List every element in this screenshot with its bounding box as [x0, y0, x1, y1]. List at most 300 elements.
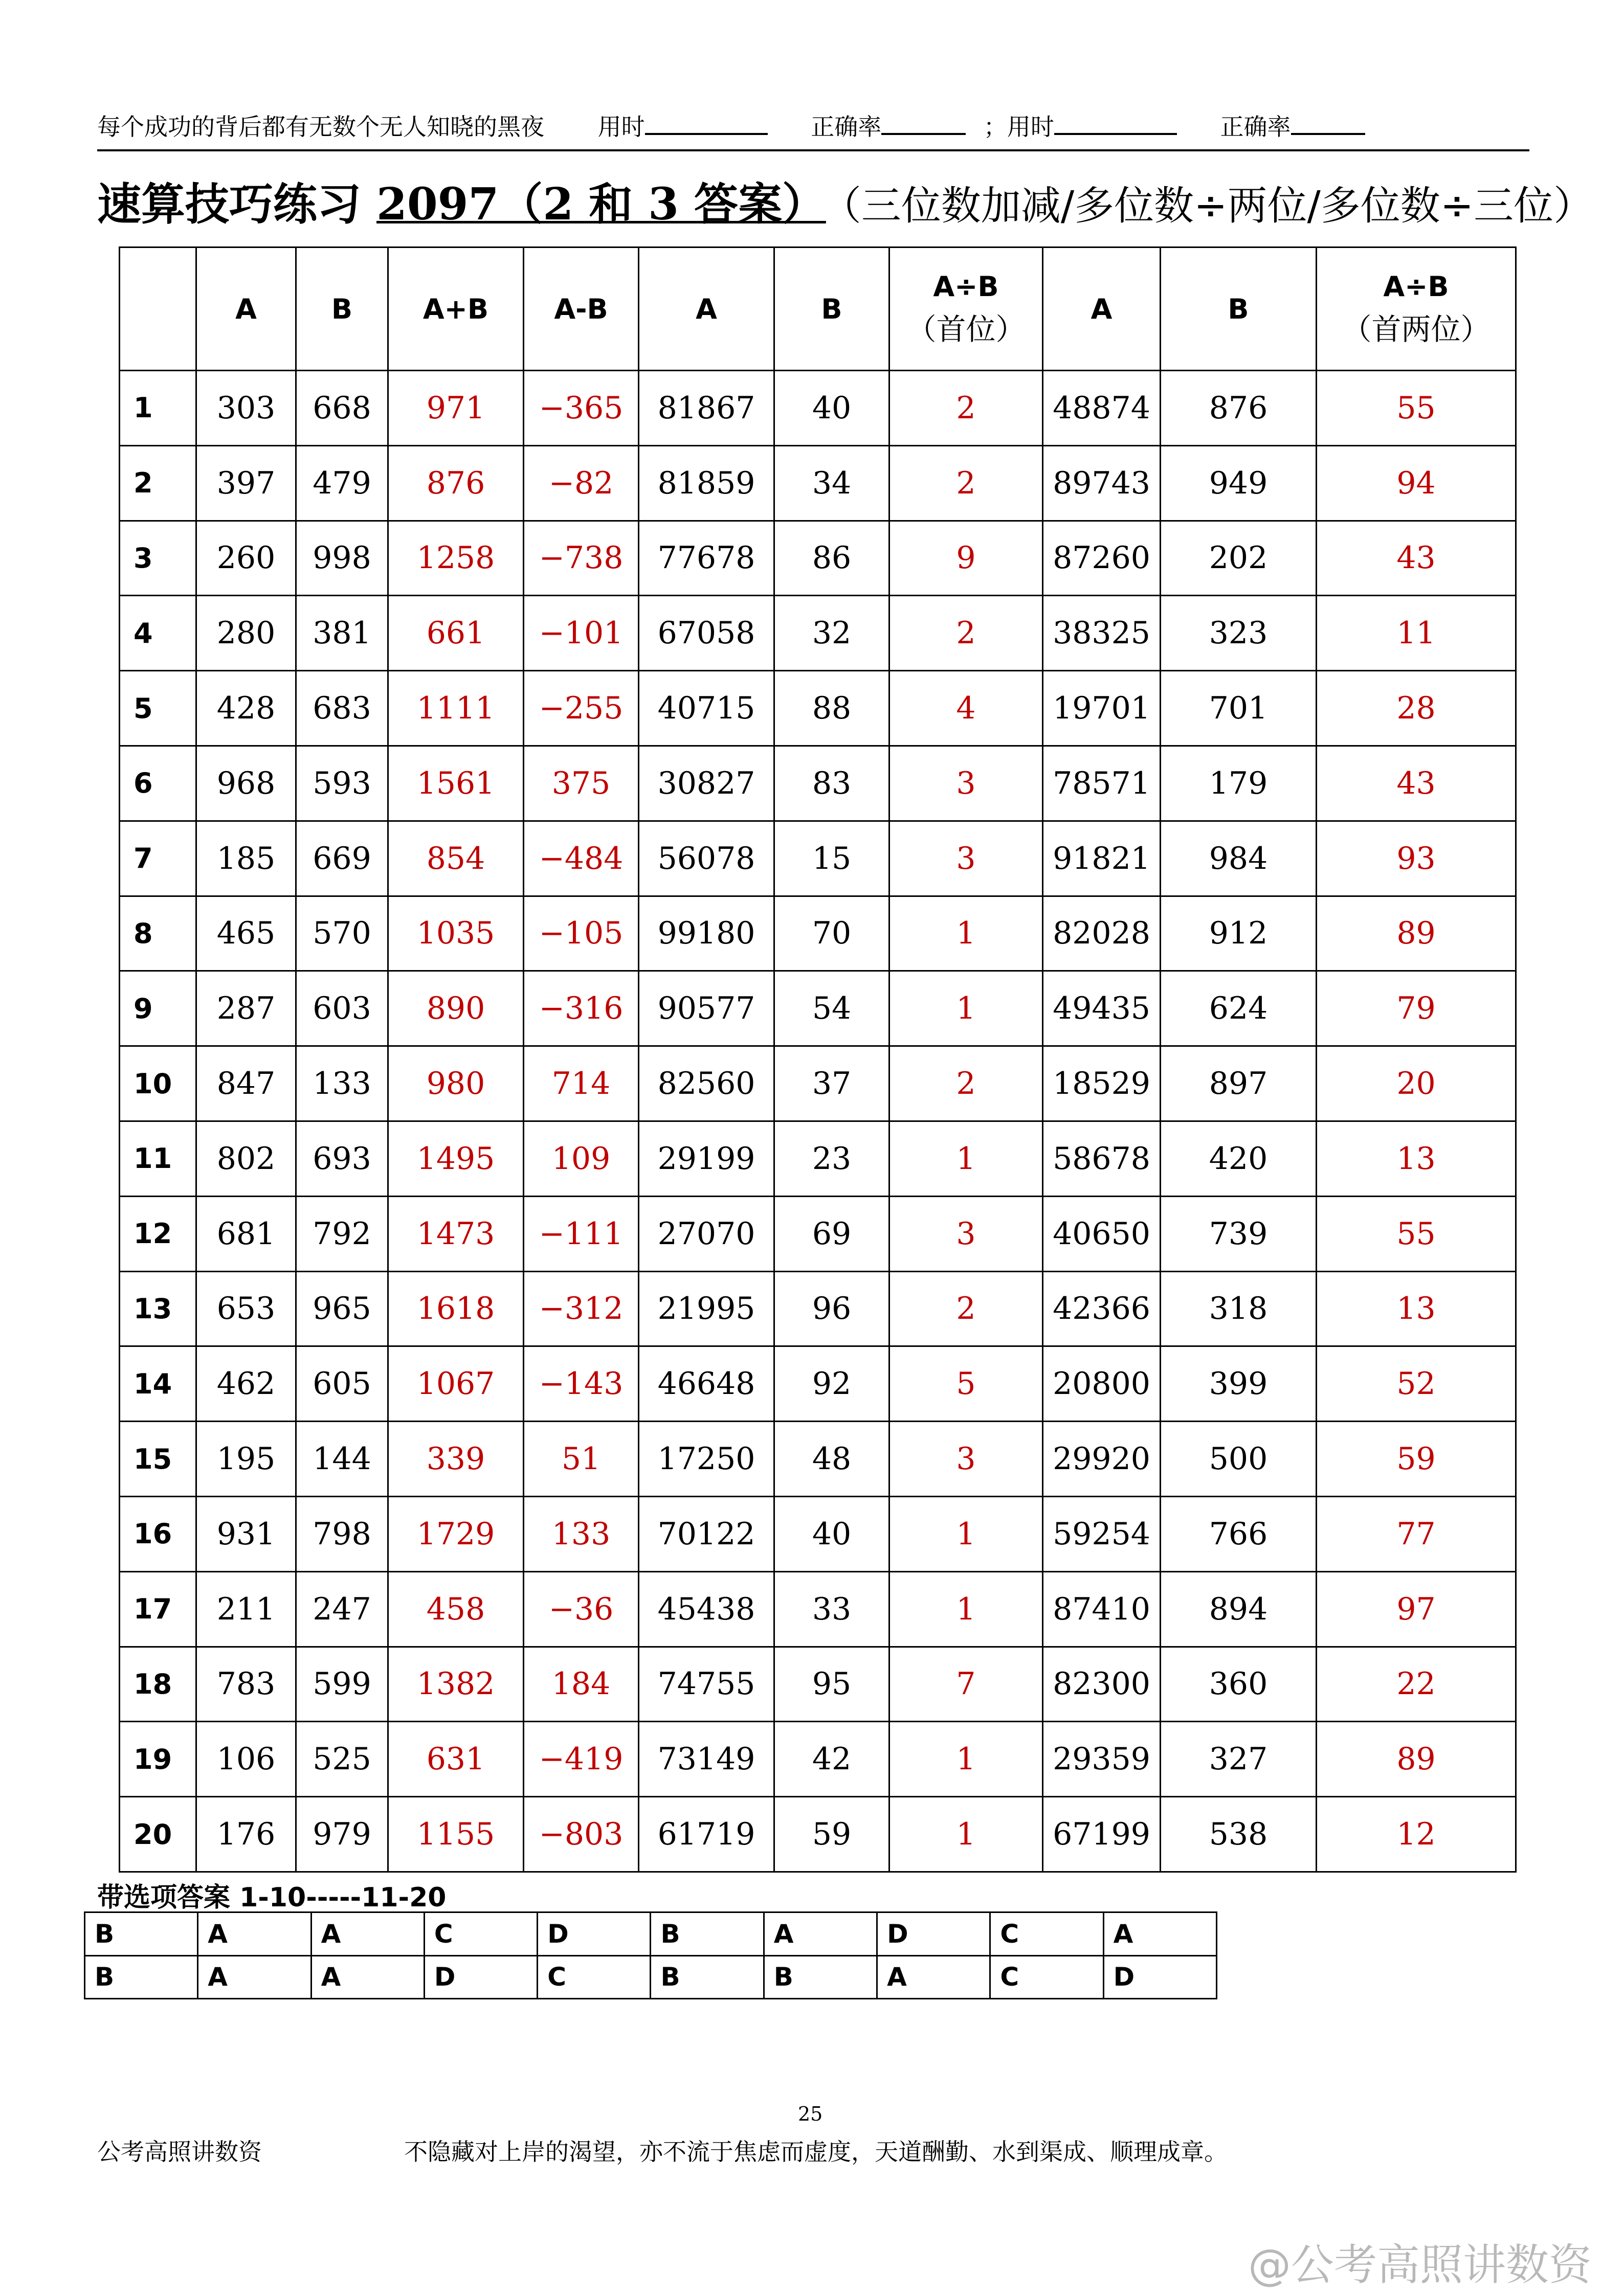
watermark: @公考高照讲数资 — [1248, 2240, 1592, 2290]
header-cell — [196, 247, 296, 371]
value-cell: 33 — [774, 1571, 889, 1647]
value-cell: 48 — [774, 1422, 889, 1497]
value-cell: 802 — [196, 1121, 296, 1196]
header-cell — [388, 247, 524, 371]
value-cell: 360 — [1161, 1647, 1317, 1722]
header-cell — [1317, 247, 1516, 371]
answer-cell: −803 — [524, 1797, 639, 1872]
row-number: 16 — [120, 1496, 196, 1571]
option-answer-cell: A — [198, 1955, 311, 1999]
answer-cell: 4 — [889, 671, 1043, 746]
answer-cell: 2 — [889, 1046, 1043, 1121]
answer-cell: 133 — [524, 1496, 639, 1571]
value-cell: 54 — [774, 971, 889, 1046]
row-number: 11 — [120, 1121, 196, 1196]
table-row — [120, 1571, 1516, 1647]
value-cell: 599 — [296, 1647, 388, 1722]
option-answer-cell: C — [538, 1955, 651, 1999]
option-answer-cell: B — [651, 1912, 764, 1956]
answer-cell: 661 — [388, 596, 524, 671]
answer-cell: 2 — [889, 445, 1043, 521]
value-cell: 82560 — [639, 1046, 774, 1121]
option-answer-cell: B — [651, 1955, 764, 1999]
answer-cell: 77 — [1317, 1496, 1516, 1571]
table-row — [120, 1271, 1516, 1346]
value-cell: 327 — [1161, 1722, 1317, 1797]
value-cell: 653 — [196, 1271, 296, 1346]
row-number: 1 — [120, 371, 196, 446]
answer-cell: 2 — [889, 371, 1043, 446]
value-cell: 21995 — [639, 1271, 774, 1346]
answer-cell: 1 — [889, 1797, 1043, 1872]
value-cell: 701 — [1161, 671, 1317, 746]
value-cell: 17250 — [639, 1422, 774, 1497]
value-cell: 479 — [296, 445, 388, 521]
value-cell: 69 — [774, 1196, 889, 1271]
value-cell: 280 — [196, 596, 296, 671]
header-sublabel: （首两位） — [1342, 312, 1490, 347]
answer-cell: −82 — [524, 445, 639, 521]
answer-cell: 1 — [889, 1496, 1043, 1571]
value-cell: 397 — [196, 445, 296, 521]
table-row — [120, 596, 1516, 671]
row-number: 10 — [120, 1046, 196, 1121]
value-cell: 81859 — [639, 445, 774, 521]
value-cell: 40 — [774, 1496, 889, 1571]
value-cell: 624 — [1161, 971, 1317, 1046]
accuracy-blank-1[interactable] — [881, 112, 966, 135]
value-cell: 87410 — [1043, 1571, 1161, 1647]
accuracy-blank-2[interactable] — [1291, 112, 1365, 135]
value-cell: 92 — [774, 1346, 889, 1422]
title-subtitle: （三位数加减/多位数÷两位/多位数÷三位） — [841, 183, 1594, 229]
answer-cell: 1382 — [388, 1647, 524, 1722]
header-label: A+B — [422, 292, 489, 325]
value-cell: 605 — [296, 1346, 388, 1422]
title-code: 2097（2 和 3 答案） — [376, 178, 826, 230]
answer-cell: 79 — [1317, 971, 1516, 1046]
value-cell: 465 — [196, 896, 296, 971]
header-line — [97, 108, 1365, 142]
table-row — [120, 671, 1516, 746]
value-cell: 968 — [196, 746, 296, 821]
value-cell: 29199 — [639, 1121, 774, 1196]
value-cell: 428 — [196, 671, 296, 746]
time-label-2: 用时 — [1007, 113, 1054, 141]
value-cell: 525 — [296, 1722, 388, 1797]
value-cell: 669 — [296, 821, 388, 896]
table-row — [120, 1196, 1516, 1271]
value-cell: 42 — [774, 1722, 889, 1797]
table-row — [120, 1496, 1516, 1571]
value-cell: 48874 — [1043, 371, 1161, 446]
time-blank-1[interactable] — [645, 112, 768, 135]
options-row — [85, 1955, 1217, 1999]
answer-cell: 94 — [1317, 445, 1516, 521]
answer-cell: 89 — [1317, 1722, 1516, 1797]
value-cell: 303 — [196, 371, 296, 446]
row-number: 4 — [120, 596, 196, 671]
value-cell: 570 — [296, 896, 388, 971]
option-answer-cell: C — [990, 1912, 1103, 1956]
option-answer-cell: B — [85, 1912, 198, 1956]
option-answer-cell: A — [198, 1912, 311, 1956]
answer-cell: 1618 — [388, 1271, 524, 1346]
row-number: 17 — [120, 1571, 196, 1647]
value-cell: 847 — [196, 1046, 296, 1121]
header-cell — [1161, 247, 1317, 371]
answer-cell: 20 — [1317, 1046, 1516, 1121]
header-separator: ； — [983, 113, 1007, 141]
value-cell: 87260 — [1043, 521, 1161, 596]
answer-cell: 11 — [1317, 596, 1516, 671]
answer-cell: −101 — [524, 596, 639, 671]
value-cell: 798 — [296, 1496, 388, 1571]
table-row — [120, 371, 1516, 446]
value-cell: 30827 — [639, 746, 774, 821]
value-cell: 15 — [774, 821, 889, 896]
answer-cell: 51 — [524, 1422, 639, 1497]
value-cell: 29920 — [1043, 1422, 1161, 1497]
value-cell: 318 — [1161, 1271, 1317, 1346]
header-label: A-B — [554, 292, 608, 325]
answer-cell: 9 — [889, 521, 1043, 596]
header-label: A — [235, 292, 257, 325]
value-cell: 979 — [296, 1797, 388, 1872]
header-label: B — [821, 292, 842, 325]
answer-cell: 714 — [524, 1046, 639, 1121]
value-cell: 40715 — [639, 671, 774, 746]
value-cell: 287 — [196, 971, 296, 1046]
value-cell: 70122 — [639, 1496, 774, 1571]
value-cell: 58678 — [1043, 1121, 1161, 1196]
answer-cell: −316 — [524, 971, 639, 1046]
answer-cell: 184 — [524, 1647, 639, 1722]
answer-cell: −419 — [524, 1722, 639, 1797]
row-number: 6 — [120, 746, 196, 821]
value-cell: 603 — [296, 971, 388, 1046]
value-cell: 783 — [196, 1647, 296, 1722]
header-divider — [97, 149, 1529, 151]
header-motto: 每个成功的背后都有无数个无人知晓的黑夜 — [97, 113, 544, 141]
value-cell: 82300 — [1043, 1647, 1161, 1722]
value-cell: 38325 — [1043, 596, 1161, 671]
option-answer-cell: C — [424, 1912, 537, 1956]
answer-cell: 1155 — [388, 1797, 524, 1872]
row-number: 15 — [120, 1422, 196, 1497]
answer-cell: 890 — [388, 971, 524, 1046]
header-label: A÷B — [933, 271, 999, 303]
value-cell: 70 — [774, 896, 889, 971]
value-cell: 420 — [1161, 1121, 1317, 1196]
table-row — [120, 971, 1516, 1046]
value-cell: 19701 — [1043, 671, 1161, 746]
value-cell: 86 — [774, 521, 889, 596]
header-cell — [524, 247, 639, 371]
value-cell: 792 — [296, 1196, 388, 1271]
options-table — [84, 1911, 1217, 1999]
value-cell: 90577 — [639, 971, 774, 1046]
answer-cell: 2 — [889, 1271, 1043, 1346]
answer-cell: 1 — [889, 1722, 1043, 1797]
answer-cell: 1111 — [388, 671, 524, 746]
table-row — [120, 1722, 1516, 1797]
value-cell: 89743 — [1043, 445, 1161, 521]
answer-cell: 28 — [1317, 671, 1516, 746]
answer-cell: −111 — [524, 1196, 639, 1271]
answer-cell: 13 — [1317, 1271, 1516, 1346]
option-answer-cell: D — [1103, 1955, 1216, 1999]
value-cell: 538 — [1161, 1797, 1317, 1872]
value-cell: 133 — [296, 1046, 388, 1121]
answer-cell: 59 — [1317, 1422, 1516, 1497]
row-number: 9 — [120, 971, 196, 1046]
option-answer-cell: A — [877, 1955, 990, 1999]
value-cell: 739 — [1161, 1196, 1317, 1271]
answer-cell: 1473 — [388, 1196, 524, 1271]
header-cell — [774, 247, 889, 371]
value-cell: 894 — [1161, 1571, 1317, 1647]
option-answer-cell: C — [990, 1955, 1103, 1999]
value-cell: 668 — [296, 371, 388, 446]
answer-cell: 12 — [1317, 1797, 1516, 1872]
header-cell — [296, 247, 388, 371]
answer-cell: 876 — [388, 445, 524, 521]
answer-cell: 854 — [388, 821, 524, 896]
header-cell — [639, 247, 774, 371]
table-row — [120, 1422, 1516, 1497]
answer-cell: −36 — [524, 1571, 639, 1647]
answer-cell: 52 — [1317, 1346, 1516, 1422]
header-label: B — [1228, 292, 1249, 325]
value-cell: 381 — [296, 596, 388, 671]
table-row — [120, 1046, 1516, 1121]
value-cell: 683 — [296, 671, 388, 746]
options-row — [85, 1912, 1217, 1956]
answer-cell: 3 — [889, 821, 1043, 896]
row-number: 13 — [120, 1271, 196, 1346]
value-cell: 34 — [774, 445, 889, 521]
option-answer-cell: A — [311, 1955, 424, 1999]
option-answer-cell: A — [1103, 1912, 1216, 1956]
header-sublabel: （首位） — [906, 312, 1026, 347]
answer-cell: 7 — [889, 1647, 1043, 1722]
value-cell: 88 — [774, 671, 889, 746]
value-cell: 49435 — [1043, 971, 1161, 1046]
value-cell: 40 — [774, 371, 889, 446]
answer-cell: 1729 — [388, 1496, 524, 1571]
value-cell: 144 — [296, 1422, 388, 1497]
value-cell: 176 — [196, 1797, 296, 1872]
value-cell: 931 — [196, 1496, 296, 1571]
value-cell: 61719 — [639, 1797, 774, 1872]
table-row — [120, 821, 1516, 896]
answer-cell: 1 — [889, 896, 1043, 971]
answer-cell: 55 — [1317, 371, 1516, 446]
answer-cell: 1067 — [388, 1346, 524, 1422]
value-cell: 247 — [296, 1571, 388, 1647]
header-label: A — [1091, 292, 1113, 325]
time-blank-2[interactable] — [1054, 112, 1177, 135]
table-row — [120, 746, 1516, 821]
footer-slogan: 不隐藏对上岸的渴望，亦不流于焦虑而虚度，天道酬勤、水到渠成、顺理成章。 — [404, 2138, 1228, 2166]
answer-cell: −143 — [524, 1346, 639, 1422]
answer-cell: −484 — [524, 821, 639, 896]
answer-cell: −312 — [524, 1271, 639, 1346]
table-row — [120, 1797, 1516, 1872]
value-cell: 693 — [296, 1121, 388, 1196]
answer-cell: −105 — [524, 896, 639, 971]
value-cell: 96 — [774, 1271, 889, 1346]
answer-cell: 22 — [1317, 1647, 1516, 1722]
answer-cell: 55 — [1317, 1196, 1516, 1271]
value-cell: 185 — [196, 821, 296, 896]
value-cell: 681 — [196, 1196, 296, 1271]
value-cell: 179 — [1161, 746, 1317, 821]
option-answer-cell: D — [877, 1912, 990, 1956]
value-cell: 46648 — [639, 1346, 774, 1422]
answer-cell: 97 — [1317, 1571, 1516, 1647]
answer-cell: −255 — [524, 671, 639, 746]
answer-cell: 1 — [889, 971, 1043, 1046]
table-row — [120, 1647, 1516, 1722]
row-number: 3 — [120, 521, 196, 596]
value-cell: 78571 — [1043, 746, 1161, 821]
answer-cell: 2 — [889, 596, 1043, 671]
value-cell: 74755 — [639, 1647, 774, 1722]
value-cell: 949 — [1161, 445, 1317, 521]
answer-cell: 93 — [1317, 821, 1516, 896]
header-cell — [889, 247, 1043, 371]
value-cell: 59254 — [1043, 1496, 1161, 1571]
table-body — [120, 371, 1516, 1872]
page-title — [97, 169, 1593, 232]
row-number: 2 — [120, 445, 196, 521]
value-cell: 45438 — [639, 1571, 774, 1647]
answer-cell: 1561 — [388, 746, 524, 821]
option-answer-cell: D — [424, 1955, 537, 1999]
value-cell: 876 — [1161, 371, 1317, 446]
title-main: 速算技巧练习 — [97, 179, 361, 230]
table-row — [120, 896, 1516, 971]
value-cell: 897 — [1161, 1046, 1317, 1121]
answer-cell: 1 — [889, 1121, 1043, 1196]
value-cell: 77678 — [639, 521, 774, 596]
answer-cell: 458 — [388, 1571, 524, 1647]
header-cell — [120, 247, 196, 371]
row-number: 20 — [120, 1797, 196, 1872]
table-row — [120, 445, 1516, 521]
value-cell: 912 — [1161, 896, 1317, 971]
value-cell: 40650 — [1043, 1196, 1161, 1271]
answer-cell: 3 — [889, 1422, 1043, 1497]
value-cell: 195 — [196, 1422, 296, 1497]
value-cell: 67199 — [1043, 1797, 1161, 1872]
row-number: 18 — [120, 1647, 196, 1722]
value-cell: 99180 — [639, 896, 774, 971]
row-number: 19 — [120, 1722, 196, 1797]
row-number: 12 — [120, 1196, 196, 1271]
option-answer-cell: B — [85, 1955, 198, 1999]
table-row — [120, 1121, 1516, 1196]
value-cell: 211 — [196, 1571, 296, 1647]
option-answer-cell: B — [764, 1955, 877, 1999]
answer-cell: 1 — [889, 1571, 1043, 1647]
table-row — [120, 521, 1516, 596]
footer-author: 公考高照讲数资 — [97, 2138, 262, 2166]
value-cell: 998 — [296, 521, 388, 596]
answer-cell: 971 — [388, 371, 524, 446]
value-cell: 766 — [1161, 1496, 1317, 1571]
accuracy-label-2: 正确率 — [1220, 113, 1291, 141]
answer-cell: 631 — [388, 1722, 524, 1797]
answer-cell: 1495 — [388, 1121, 524, 1196]
value-cell: 500 — [1161, 1422, 1317, 1497]
value-cell: 82028 — [1043, 896, 1161, 971]
table-row — [120, 1346, 1516, 1422]
answer-cell: 3 — [889, 746, 1043, 821]
answer-cell: 375 — [524, 746, 639, 821]
header-cell — [1043, 247, 1161, 371]
answer-cell: 339 — [388, 1422, 524, 1497]
row-number: 7 — [120, 821, 196, 896]
table-header-row — [120, 247, 1516, 371]
value-cell: 399 — [1161, 1346, 1317, 1422]
value-cell: 29359 — [1043, 1722, 1161, 1797]
row-number: 8 — [120, 896, 196, 971]
value-cell: 20800 — [1043, 1346, 1161, 1422]
value-cell: 965 — [296, 1271, 388, 1346]
value-cell: 59 — [774, 1797, 889, 1872]
options-title: 带选项答案 1-10-----11-20 — [97, 1882, 447, 1913]
header-label: A÷B — [1383, 271, 1449, 303]
value-cell: 37 — [774, 1046, 889, 1121]
value-cell: 91821 — [1043, 821, 1161, 896]
header-label: B — [331, 292, 353, 325]
value-cell: 23 — [774, 1121, 889, 1196]
option-answer-cell: D — [538, 1912, 651, 1956]
time-label-1: 用时 — [597, 113, 645, 141]
value-cell: 42366 — [1043, 1271, 1161, 1346]
practice-table — [119, 246, 1517, 1873]
answer-cell: −738 — [524, 521, 639, 596]
value-cell: 73149 — [639, 1722, 774, 1797]
answer-cell: 43 — [1317, 521, 1516, 596]
value-cell: 260 — [196, 521, 296, 596]
value-cell: 593 — [296, 746, 388, 821]
answer-cell: 109 — [524, 1121, 639, 1196]
value-cell: 106 — [196, 1722, 296, 1797]
value-cell: 202 — [1161, 521, 1317, 596]
answer-cell: 89 — [1317, 896, 1516, 971]
value-cell: 27070 — [639, 1196, 774, 1271]
value-cell: 32 — [774, 596, 889, 671]
value-cell: 462 — [196, 1346, 296, 1422]
row-number: 5 — [120, 671, 196, 746]
answer-cell: 43 — [1317, 746, 1516, 821]
answer-cell: 980 — [388, 1046, 524, 1121]
answer-cell: 1035 — [388, 896, 524, 971]
option-answer-cell: A — [764, 1912, 877, 1956]
option-answer-cell: A — [311, 1912, 424, 1956]
answer-cell: 3 — [889, 1196, 1043, 1271]
value-cell: 56078 — [639, 821, 774, 896]
value-cell: 83 — [774, 746, 889, 821]
value-cell: 95 — [774, 1647, 889, 1722]
options-body — [85, 1912, 1217, 1999]
value-cell: 67058 — [639, 596, 774, 671]
answer-cell: 1258 — [388, 521, 524, 596]
